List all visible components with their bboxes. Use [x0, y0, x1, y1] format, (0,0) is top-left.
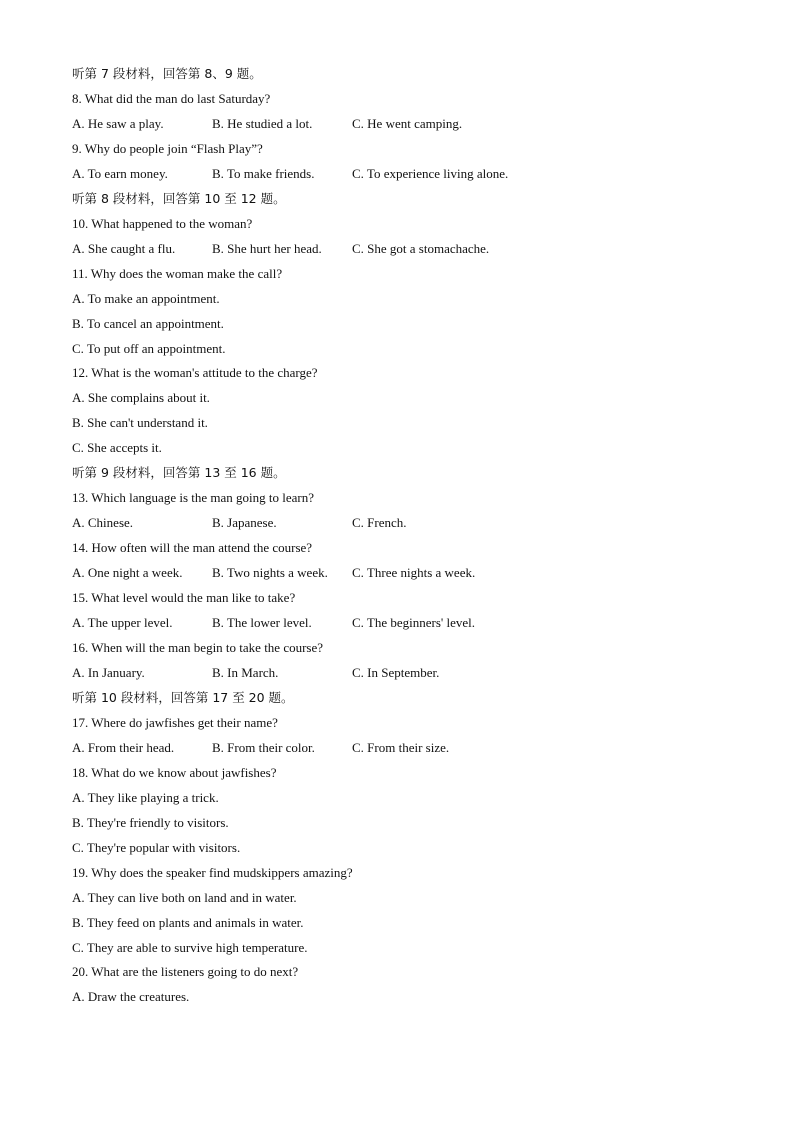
option-12c[interactable]: C. She accepts it. [72, 440, 162, 455]
question-14: 14. How often will the man attend the course? [72, 540, 313, 555]
option-13a[interactable]: A. Chinese. [72, 515, 134, 530]
question-17: 17. Where do jawfishes get their name? [72, 715, 278, 730]
option-18b[interactable]: B. They're friendly to visitors. [72, 815, 229, 830]
options-row-13 [0, 510, 794, 535]
option-11c[interactable]: C. To put off an appointment. [72, 341, 226, 356]
options-row-8 [0, 111, 794, 136]
options-row-10 [0, 236, 794, 261]
option-13c[interactable]: C. French. [352, 515, 407, 530]
question-13: 13. Which language is the man going to learn? [72, 490, 314, 505]
options-row-16 [0, 660, 794, 685]
option-8c[interactable]: C. He went camping. [352, 116, 463, 131]
option-19c[interactable]: C. They are able to survive high temperature. [72, 940, 308, 955]
option-8a[interactable]: A. He saw a play. [72, 116, 164, 131]
option-11a[interactable]: A. To make an appointment. [72, 291, 220, 306]
option-8b[interactable]: B. He studied a lot. [212, 116, 313, 131]
option-17a[interactable]: A. From their head. [72, 740, 175, 755]
option-11b[interactable]: B. To cancel an appointment. [72, 316, 224, 331]
options-row-15 [0, 610, 794, 635]
options-row-9 [0, 161, 794, 186]
option-17b[interactable]: B. From their color. [212, 740, 315, 755]
section-heading-10: 听第 10 段材料，回答第 17 至 20 题。 [72, 690, 294, 705]
option-17c[interactable]: C. From their size. [352, 740, 450, 755]
option-13b[interactable]: B. Japanese. [212, 515, 277, 530]
option-12a[interactable]: A. She complains about it. [72, 390, 210, 405]
option-16a[interactable]: A. In January. [72, 665, 145, 680]
question-16: 16. When will the man begin to take the course? [72, 640, 324, 655]
option-18c[interactable]: C. They're popular with visitors. [72, 840, 241, 855]
option-15c[interactable]: C. The beginners' level. [352, 615, 476, 630]
section-heading-7: 听第 7 段材料，回答第 8、9 题。 [72, 66, 262, 81]
option-12b[interactable]: B. She can't understand it. [72, 415, 208, 430]
option-9a[interactable]: A. To earn money. [72, 166, 168, 181]
question-18: 18. What do we know about jawfishes? [72, 765, 277, 780]
option-10a[interactable]: A. She caught a flu. [72, 241, 176, 256]
options-row-14 [0, 560, 794, 585]
question-10: 10. What happened to the woman? [72, 216, 253, 231]
option-19b[interactable]: B. They feed on plants and animals in water. [72, 915, 304, 930]
option-19a[interactable]: A. They can live both on land and in water. [72, 890, 297, 905]
question-20: 20. What are the listeners going to do next? [72, 964, 299, 979]
question-9: 9. Why do people join “Flash Play”? [72, 141, 263, 156]
options-row-17 [0, 735, 794, 760]
section-heading-8: 听第 8 段材料，回答第 10 至 12 题。 [72, 191, 286, 206]
option-10c[interactable]: C. She got a stomachache. [352, 241, 490, 256]
option-9c[interactable]: C. To experience living alone. [352, 166, 509, 181]
option-9b[interactable]: B. To make friends. [212, 166, 315, 181]
question-8: 8. What did the man do last Saturday? [72, 91, 271, 106]
question-12: 12. What is the woman's attitude to the charge? [72, 365, 318, 380]
question-11: 11. Why does the woman make the call? [72, 266, 283, 281]
option-14b[interactable]: B. Two nights a week. [212, 565, 328, 580]
question-19: 19. Why does the speaker find mudskippers amazing? [72, 865, 353, 880]
option-20a[interactable]: A. Draw the creatures. [72, 989, 190, 1004]
option-15b[interactable]: B. The lower level. [212, 615, 312, 630]
option-15a[interactable]: A. The upper level. [72, 615, 173, 630]
option-16c[interactable]: C. In September. [352, 665, 440, 680]
option-14a[interactable]: A. One night a week. [72, 565, 183, 580]
option-10b[interactable]: B. She hurt her head. [212, 241, 322, 256]
option-14c[interactable]: C. Three nights a week. [352, 565, 476, 580]
option-16b[interactable]: B. In March. [212, 665, 279, 680]
section-heading-9: 听第 9 段材料，回答第 13 至 16 题。 [72, 465, 286, 480]
question-15: 15. What level would the man like to take? [72, 590, 296, 605]
option-18a[interactable]: A. They like playing a trick. [72, 790, 219, 805]
